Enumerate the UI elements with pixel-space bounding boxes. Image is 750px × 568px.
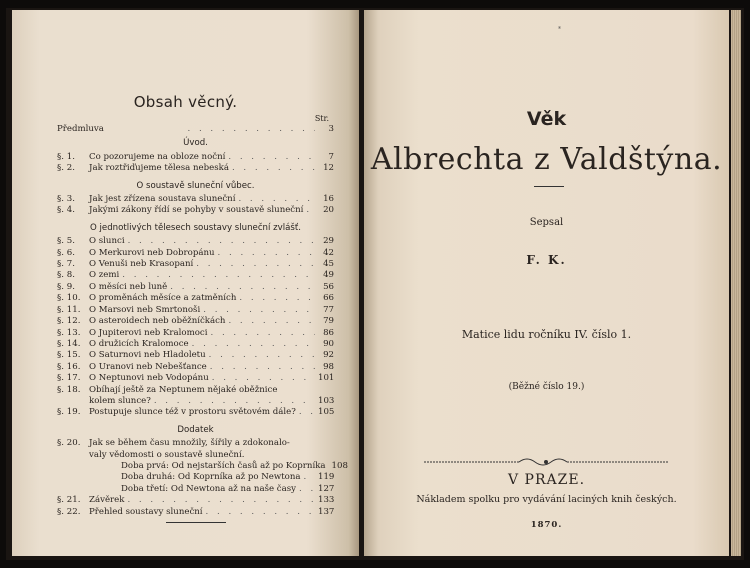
- toc-page-header: Str.: [314, 114, 329, 123]
- toc-section-number: §. 8.: [57, 270, 75, 281]
- toc-leader-dots: [299, 407, 315, 418]
- toc-row: [57, 270, 334, 281]
- toc-row: [57, 438, 334, 449]
- toc-row: [57, 328, 334, 339]
- toc-preface-page: 3: [328, 124, 334, 134]
- toc-entry-label: Postupuje slunce též v prostoru světovém dále?: [89, 407, 296, 418]
- toc-row: [57, 472, 334, 483]
- toc-leader-dots: [303, 472, 315, 483]
- toc-page-number: 90: [323, 338, 334, 349]
- toc-page-number: 137: [318, 506, 335, 517]
- toc-section-number: [57, 484, 89, 495]
- toc-entry-label: Jak jest zřízena soustava sluneční: [89, 194, 236, 205]
- toc-entry-label: O Marsovi neb Smrtonoši: [89, 304, 201, 315]
- toc-page-number: 101: [318, 373, 335, 384]
- toc-entry-label: Co pozorujeme na obloze noční: [89, 151, 226, 162]
- author-initials: F. K.: [526, 253, 567, 267]
- toc-entry-label: O Uranovi neb Nebešťance: [89, 361, 207, 372]
- toc-entry-label: O proměnách měsíce a zatměních: [89, 293, 237, 304]
- toc-row: [57, 194, 334, 205]
- toc-leader-dots: [196, 259, 315, 270]
- toc-leader-dots: [127, 495, 315, 506]
- toc-page-number: 49: [323, 270, 334, 281]
- toc-leader-dots: [238, 194, 315, 205]
- toc-row: [57, 373, 334, 384]
- toc-entry-label: O měsíci neb luně: [89, 281, 168, 292]
- printer-mark: *: [558, 26, 561, 33]
- toc-entry-label: O družicích Kralomoce: [89, 338, 189, 349]
- toc-row: [57, 450, 334, 461]
- toc-page-number: 105: [318, 407, 335, 418]
- series-line: Matice lidu ročníku IV. číslo 1.: [461, 328, 632, 341]
- toc-section-number: §. 2.: [57, 163, 75, 174]
- closing-rule: [166, 522, 226, 523]
- toc-section-number: §. 10.: [57, 293, 81, 304]
- toc-section-number: §. 20.: [57, 438, 81, 449]
- toc-section-number: §. 19.: [57, 407, 81, 418]
- imprint-year: 1870.: [530, 520, 563, 530]
- toc-entry-label: Jak roztřiďujeme tělesa nebeská: [89, 163, 229, 174]
- toc-section-heading: O soustavě sluneční vůbec.: [136, 180, 255, 191]
- toc-preface-row: [57, 124, 334, 135]
- toc-leader-dots: [206, 507, 315, 518]
- toc-page-number: 86: [323, 327, 334, 338]
- toc-row: [57, 385, 334, 396]
- toc-row: [57, 495, 334, 506]
- toc-row: [57, 293, 334, 304]
- toc-entry-label: valy vědomosti o soustavě sluneční.: [89, 449, 245, 460]
- toc-section-number: §. 12.: [57, 316, 81, 327]
- toc-row: [57, 248, 334, 259]
- toc-leader-dots: [239, 293, 315, 304]
- toc-page-number: 77: [323, 304, 334, 315]
- toc-entry-label: Doba druhá: Od Koprníka až po Newtona: [121, 472, 301, 483]
- right-page: [364, 10, 729, 556]
- toc-entry-label: O Saturnovi neb Hladoletu: [89, 350, 206, 361]
- toc-row: [57, 507, 334, 518]
- left-page: [12, 10, 359, 556]
- toc-page-number: 119: [318, 472, 335, 483]
- toc-leader-dots: [212, 373, 315, 384]
- toc-entry-label: O Neptunovi neb Vodopánu: [89, 373, 209, 384]
- toc-row: [57, 316, 334, 327]
- toc-leader-dots: [170, 282, 315, 293]
- toc-leader-dots: [203, 305, 315, 316]
- toc-page-number: 45: [323, 259, 334, 270]
- toc-entry-label: kolem slunce?: [89, 395, 151, 406]
- toc-entry-label: Jak se během času množily, šířily a zdokonalo-: [89, 438, 290, 449]
- toc-page-number: 98: [323, 361, 334, 372]
- toc-section-number: §. 16.: [57, 361, 81, 372]
- toc-row: [57, 282, 334, 293]
- toc-row: [57, 407, 334, 418]
- toc-section-number: §. 15.: [57, 350, 81, 361]
- toc-leader-dots: [154, 396, 315, 407]
- toc-section-number: §. 4.: [57, 205, 75, 216]
- toc-page-number: 16: [323, 194, 334, 205]
- toc-row: [57, 362, 334, 373]
- toc-page-number: 108: [331, 460, 348, 471]
- toc-section-number: §. 18.: [57, 384, 81, 395]
- toc-row: [57, 163, 334, 174]
- toc-section-number: §. 7.: [57, 259, 75, 270]
- imprint-city: V PRAZE.: [507, 472, 586, 488]
- toc-section-number: §. 5.: [57, 236, 75, 247]
- toc-entry-label: Přehled soustavy sluneční: [89, 506, 203, 517]
- toc-row: [57, 305, 334, 316]
- toc-preface-label: Předmluva: [57, 124, 104, 134]
- toc-entry-label: O slunci: [89, 236, 125, 247]
- toc-entry-label: Jakými zákony řídí se pohyby v soustavě sluneční: [89, 205, 304, 216]
- toc-row: [57, 350, 334, 361]
- toc-section-number: §. 3.: [57, 194, 75, 205]
- toc-page-number: 12: [323, 163, 334, 174]
- toc-leader-dots: [192, 339, 315, 350]
- toc-entry-label: O Venuši neb Krasopaní: [89, 259, 194, 270]
- toc-section-number: §. 9.: [57, 281, 75, 292]
- toc-leader-dots: [188, 124, 316, 135]
- toc-leader-dots: [210, 328, 315, 339]
- page-edges: [731, 10, 741, 556]
- toc-section-number: §. 17.: [57, 373, 81, 384]
- toc-section-number: [57, 396, 89, 407]
- byline-label: Sepsal: [529, 217, 564, 228]
- toc-leader-dots: [128, 236, 315, 247]
- publisher-line: Nákladem spolku pro vydávání laciných knih českých.: [416, 494, 677, 505]
- toc-section-heading: Úvod.: [183, 138, 208, 149]
- toc-entry-label: Závěrek: [89, 495, 125, 506]
- toc-row: [57, 484, 334, 495]
- toc-page-number: 92: [323, 350, 334, 361]
- toc-leader-dots: [306, 205, 315, 216]
- toc-leader-dots: [209, 350, 315, 361]
- toc-entry-label: Obíhají ještě za Neptunem nějaké oběžnice: [89, 384, 278, 395]
- toc-page-number: 103: [318, 395, 335, 406]
- toc-entry-label: O zemi: [89, 270, 120, 281]
- toc-row: [57, 152, 334, 163]
- toc-section-number: §. 22.: [57, 506, 81, 517]
- toc-page-number: 42: [323, 247, 334, 258]
- toc-leader-dots: [232, 163, 315, 174]
- toc-title: Obsah věcný.: [133, 93, 238, 111]
- toc-page-number: 66: [323, 293, 334, 304]
- toc-page-number: 56: [323, 281, 334, 292]
- toc-section-number: §. 11.: [57, 304, 81, 315]
- toc-row: [57, 396, 334, 407]
- ornament-divider: [424, 456, 669, 468]
- toc-section-number: §. 14.: [57, 338, 81, 349]
- toc-entry-label: O Merkurovi neb Dobropánu: [89, 247, 215, 258]
- toc-entry-label: Doba třetí: Od Newtona až na naše časy: [121, 483, 297, 494]
- toc-row: [57, 460, 348, 472]
- toc-page-number: 29: [323, 236, 334, 247]
- toc-page-number: 133: [318, 495, 335, 506]
- toc-leader-dots: [228, 152, 315, 163]
- title-line-2: Albrechta z Valdštýna.: [370, 142, 723, 177]
- toc-leader-dots: [228, 316, 315, 327]
- toc-row: [57, 205, 334, 216]
- toc-row: [57, 339, 334, 350]
- toc-entry-label: O asteroidech neb oběžníčkách: [89, 316, 226, 327]
- title-rule: [534, 186, 564, 187]
- toc-entry-label: O Jupiterovi neb Kralomoci: [89, 327, 208, 338]
- toc-section-heading: O jednotlivých tělesech soustavy sluneční zvlášť.: [90, 222, 301, 233]
- toc-row: [57, 259, 334, 270]
- toc-leader-dots: [218, 248, 315, 259]
- toc-page-number: 20: [323, 205, 334, 216]
- toc-page-number: 127: [318, 483, 335, 494]
- toc-section-heading: Dodatek: [177, 424, 214, 435]
- toc-section-number: [57, 461, 89, 472]
- toc-section-number: §. 13.: [57, 327, 81, 338]
- toc-section-number: §. 6.: [57, 247, 75, 258]
- open-book: [6, 8, 744, 560]
- toc-page-number: 7: [328, 151, 334, 162]
- toc-row: [57, 236, 334, 247]
- toc-leader-dots: [210, 362, 315, 373]
- toc-leader-dots: [299, 484, 315, 495]
- toc-entry-label: Doba prvá: Od nejstarších časů až po Koprníka: [121, 460, 326, 471]
- table-of-contents: [57, 124, 348, 523]
- toc-section-number: §. 21.: [57, 495, 81, 506]
- toc-section-number: [57, 472, 89, 483]
- title-line-1: Věk: [526, 108, 567, 130]
- toc-section-number: [57, 450, 89, 461]
- toc-page-number: 79: [323, 316, 334, 327]
- serial-number: (Běžné číslo 19.): [508, 382, 585, 392]
- toc-leader-dots: [122, 270, 315, 281]
- toc-section-number: §. 1.: [57, 151, 75, 162]
